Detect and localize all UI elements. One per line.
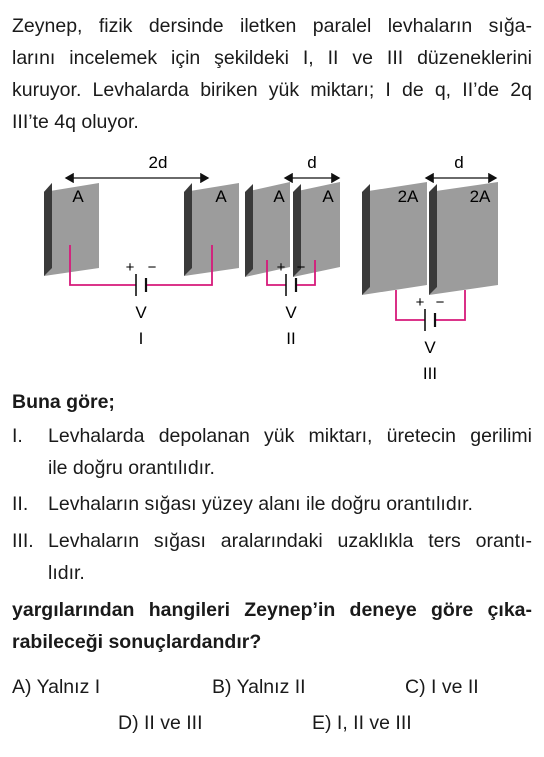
voltage-label: V [424,338,436,357]
setup-I [44,153,239,348]
statement-III [12,525,532,589]
statement-line: Levhalarda depolanan yük miktarı, üretecin gerilimi [48,425,532,447]
battery-minus: − [296,259,306,276]
setup-label: II [286,329,296,348]
plate-right-label: 2A [469,187,491,206]
battery-plus: + [125,259,135,276]
battery-minus: − [147,259,157,276]
setup-label: III [422,364,438,383]
prompt-line: rabileceği sonuçlardandır? [12,631,262,653]
plate-left-label: A [72,187,84,206]
option-a[interactable]: A) Yalnız I [12,676,101,698]
distance-label: 2d [148,153,168,172]
distance-label: d [454,153,464,172]
intro-line: Zeynep, fizik dersinde iletken paralel levhaların sığa- [12,15,532,37]
battery-minus: − [435,294,445,311]
statement-line: ile doğru orantılıdır. [48,457,215,479]
plate-right-label: A [322,187,334,206]
plate-left-label: 2A [397,187,419,206]
intro-line: III’te 4q oluyor. [12,111,139,133]
statement-number: III. [12,530,34,552]
plate-right-label: A [215,187,227,206]
distance-label: d [307,153,317,172]
question-intro [12,10,532,138]
option-b[interactable]: B) Yalnız II [212,676,306,698]
statement-line: lıdır. [48,562,85,584]
question-lead: Buna göre; [12,391,115,413]
statement-I [12,420,532,484]
question-prompt [12,594,532,658]
option-e[interactable]: E) I, II ve III [312,712,412,734]
setup-II [245,153,340,348]
statement-line: Levhaların sığası yüzey alanı ile doğru orantılıdır. [48,493,473,515]
plate-left-label: A [273,187,285,206]
voltage-label: V [135,303,147,322]
statement-number: I. [12,425,23,447]
intro-line: larını incelemek için şekildeki I, II ve III düzeneklerini [12,47,532,69]
voltage-label: V [285,303,297,322]
intro-line: kuruyor. Levhalarda biriken yük miktarı; I de q, II’de 2q [12,79,532,101]
setup-III [362,153,498,383]
capacitor-figure [0,150,544,390]
statement-line: Levhaların sığası aralarındaki uzaklıkla ters orantı- [48,530,532,552]
prompt-line: yargılarından hangileri Zeynep’in deneye göre çıka- [12,599,532,621]
battery-plus: + [276,259,286,276]
statement-II [12,488,532,520]
battery-plus: + [415,294,425,311]
setup-label: I [138,329,144,348]
option-d[interactable]: D) II ve III [118,712,203,734]
statement-number: II. [12,493,29,515]
option-c[interactable]: C) I ve II [405,676,479,698]
